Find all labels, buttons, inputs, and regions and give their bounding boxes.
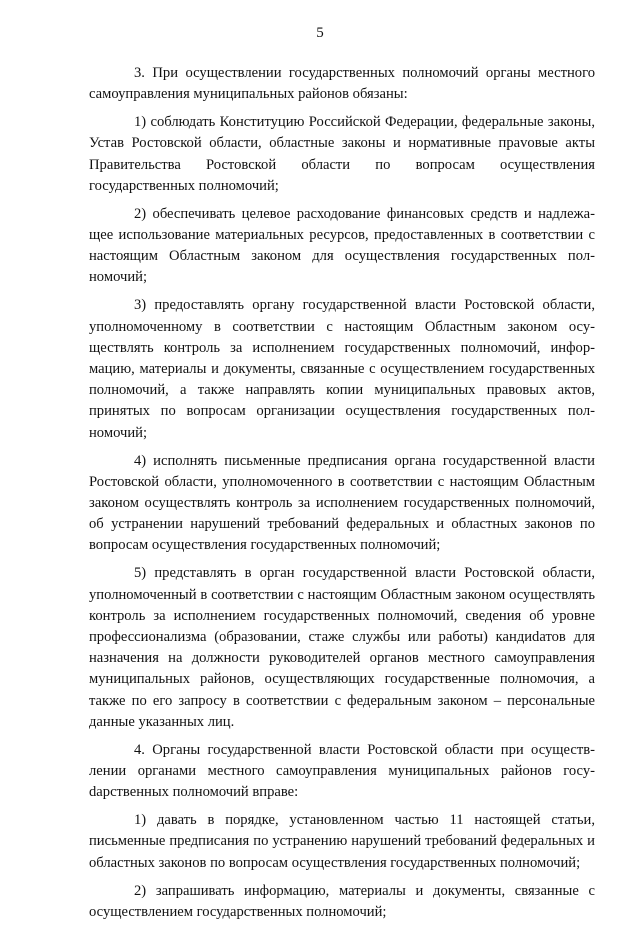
paragraph-3-item-4: 4) исполнять письменные предписания органа государственной власти Ростовской области, уполномоченного в соответствии с настоящим Областным законом осуществлять контроль за исполнением государственных полномочий, об устранении нарушений требований федеральных и областных законов по вопросам осуществления государственных полномочий; — [89, 452, 595, 554]
paragraph-3-item-5: 5) представлять в орган государственной власти Ростовской области, уполномоченный в соответствии с настоящим Областным законом осуществлять контроль за исполнением государственных полномочий, сведения об уровне профессионализма (образовании, стаже службы или работы) кандиdатов для назначения на должности руководителей органов местного самоуправления муниципальных районов, осуществляющих государственные полномочия, а также по его запросу в соответствии с федеральным законом – персональные данные указанных лиц. — [89, 565, 595, 730]
paragraph-3-item-3: 3) предоставлять органу государственной власти Ростовской области, уполномоченному в соответствии с настоящим Областным законом осуществлять контроль за исполнением государственных полномочий, информацию, материалы и документы, связанные с осуществлением государственных полномочий, а также направлять копии муниципальных правовых актов, принятых по вопросам организации осуществления государственных полномочий; — [89, 297, 595, 441]
paragraph-4-item-1: 1) давать в порядке, установленном частью 11 настоящей статьи, письменные предписания по устранению нарушений требований федеральных и областных законов по вопросам осуществления государственных полномочий; — [89, 812, 595, 871]
document-body — [89, 63, 595, 930]
page-number: 5 — [316, 25, 324, 41]
paragraph-3-item-1: 1) соблюдать Конституцию Российской Федерации, федеральные законы, Устав Ростовской области, областные законы и нормативные праvовые акты Правительства Ростовской области по вопросам осуществления государственных полномочий; — [89, 114, 595, 194]
paragraph-4-item-2: 2) запрашивать информацию, материалы и документы, связанные с осуществлением государственных полномочий; — [89, 882, 595, 920]
paragraph-3-item-2: 2) обеспечивать целевое расходование финансовых средств и надлежащее использование материальных ресурсов, предоставленных в соответствии с настоящим Областным законом для осуществления государственных полномочий; — [89, 205, 595, 286]
paragraph-4-intro: 4. Органы государственной власти Ростовской области при осуществлении органами местного самоуправления муниципальных районов госуdарственных полномочий вправе: — [89, 741, 595, 801]
paragraph-3-intro: 3. При осуществлении государственных полномочий органы местного самоуправления муниципальных районов обязаны: — [89, 65, 595, 103]
